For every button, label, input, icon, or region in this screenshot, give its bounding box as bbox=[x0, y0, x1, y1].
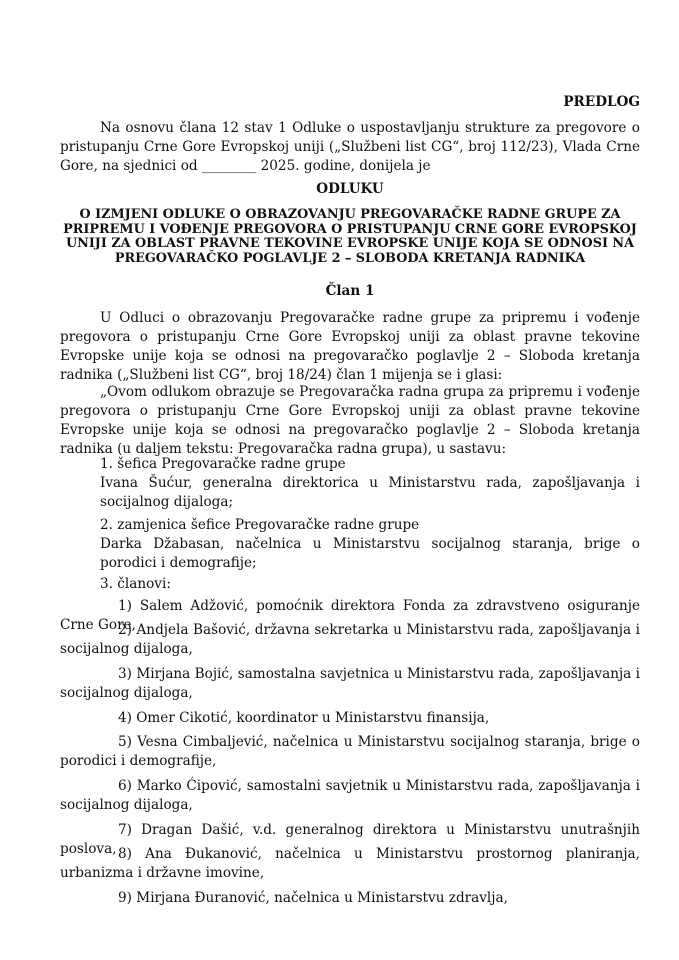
predlog-label: PREDLOG bbox=[563, 94, 640, 110]
decision-title: O IZMJENI ODLUKE O OBRAZOVANJU PREGOVARAČKE RADNE GRUPE ZA PRIPREMU I VOĐENJE PREGOVORA O PRISTUPANJU CRNE GORE EVROPSKOJ UNIJI ZA OBLAST PRAVNE TEKOVINE EVROPSKE UNIJE KOJA SE ODNOSI NA PREGOVARAČKO POGLAVLJE 2 – SLOBODA KRETANJA RADNIKA bbox=[63, 207, 637, 266]
member-item: 6) Marko Ćipović, samostalni savjetnik u Ministarstvu rada, zapošljavanja i socijalnog dijaloga, bbox=[60, 778, 640, 813]
head-person: Ivana Šućur, generalna direktorica u Ministarstvu rada, zapošljavanja i socijalnog dijaloga; bbox=[100, 475, 640, 510]
member-item: 1) Salem Adžović, pomoćnik direktora Fonda za zdravstveno osiguranje Crne Gore, bbox=[60, 598, 640, 633]
article-paragraph-2: „Ovom odlukom obrazuje se Pregovaračka radna grupa za pripremu i vođenje pregovora o pristupanju Crne Gore Evropskoj uniji za oblast pravne tekovine Evropske unije koja se odnosi na pregovaračko poglavlje 2 – Sloboda kretanja radnika (u daljem tekstu: Pregovaračka radna grupa), u sastavu: bbox=[60, 384, 640, 457]
member-item: 8) Ana Đukanović, načelnica u Ministarstvu prostornog planiranja, urbanizma i državne imovine, bbox=[60, 846, 640, 881]
intro-paragraph: Na osnovu člana 12 stav 1 Odluke o uspostavljanju strukture za pregovore o pristupanju Crne Gore Evropskoj uniji („Službeni list CG“, broj 112/23), Vlada Crne Gore, na sjednici od ________ 2025. godine, donijela je bbox=[60, 120, 640, 174]
document-page bbox=[60, 0, 640, 960]
deputy-person: Darka Džabasan, načelnica u Ministarstvu socijalnog staranja, brige o porodici i demografije; bbox=[100, 536, 640, 571]
decision-label: ODLUKU bbox=[316, 181, 384, 197]
member-item: 2) Andjela Bašović, državna sekretarka u Ministarstvu rada, zapošljavanja i socijalnog dijaloga, bbox=[60, 622, 640, 657]
member-item: 5) Vesna Cimbaljević, načelnica u Ministarstvu socijalnog staranja, brige o porodici i demografije, bbox=[60, 734, 640, 769]
member-item: 7) Dragan Dašić, v.d. generalnog direktora u Ministarstvu unutrašnjih poslova, bbox=[60, 822, 640, 857]
member-item: 9) Mirjana Đuranović, načelnica u Ministarstvu zdravlja, bbox=[118, 890, 508, 906]
member-item: 4) Omer Cikotić, koordinator u Ministarstvu finansija, bbox=[118, 710, 490, 726]
article-heading: Član 1 bbox=[325, 283, 375, 299]
head-label: 1. šefica Pregovaračke radne grupe bbox=[100, 456, 346, 472]
member-item: 3) Mirjana Bojić, samostalna savjetnica u Ministarstvu rada, zapošljavanja i socijalnog dijaloga, bbox=[60, 666, 640, 701]
members-label: 3. članovi: bbox=[100, 576, 171, 592]
article-paragraph-1: U Odluci o obrazovanju Pregovaračke radne grupe za pripremu i vođenje pregovora o pristupanju Crne Gore Evropskoj uniji za oblast pravne tekovine Evropske unije koja se odnosi na pregovaračko poglavlje 2 – Sloboda kretanja radnika („Službeni list CG“, broj 18/24) član 1 mijenja se i glasi: bbox=[60, 310, 640, 383]
deputy-label: 2. zamjenica šefice Pregovaračke radne grupe bbox=[100, 517, 420, 533]
